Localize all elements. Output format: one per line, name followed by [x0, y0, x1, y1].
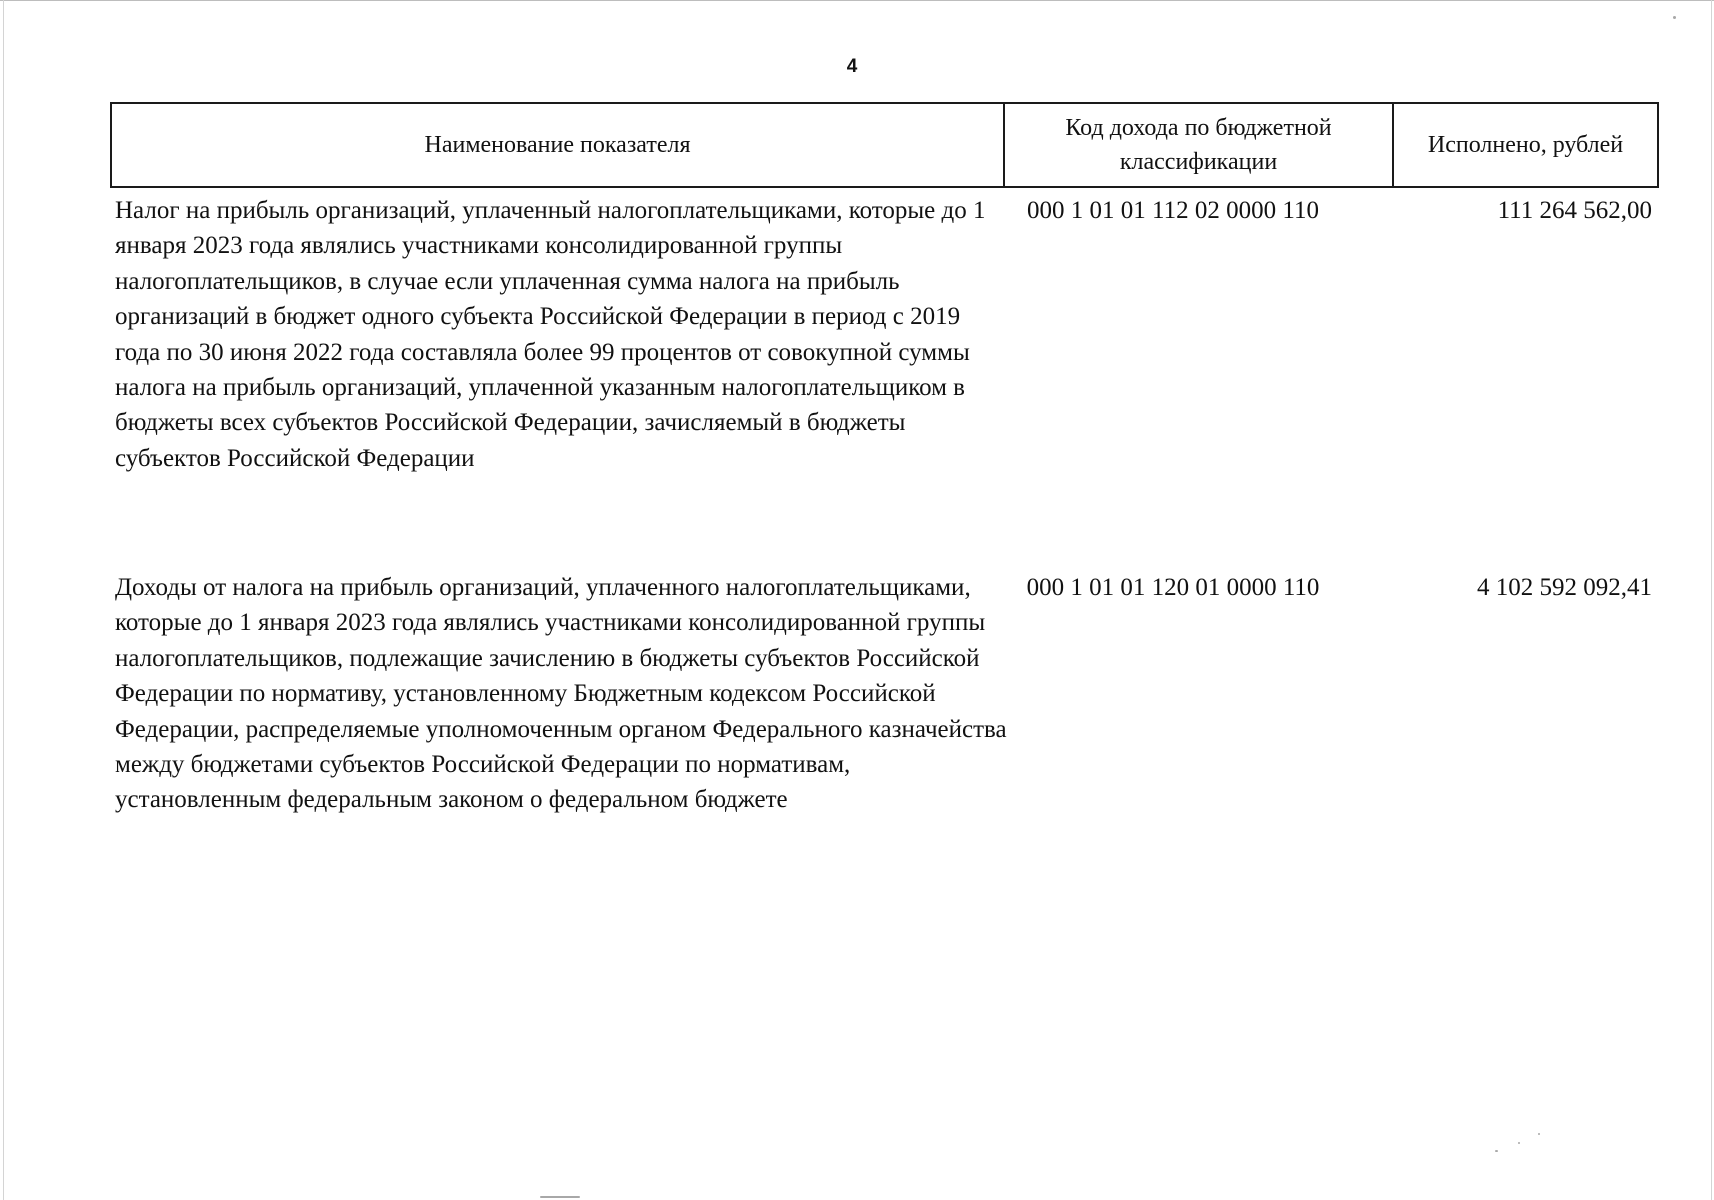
row-name: Доходы от налога на прибыль организаций, уплаченного налогоплательщиками, которые до 1 января 2023 года являлись участниками консолидированной группы налогоплательщиков, подлежащие зачислению в бюджеты субъектов Российской Федерации по нормативу, установленному Бюджетным кодексом Российской Федерации, распределяемые уполномоченным органом Федерального казначейства между бюджетами субъектов Российской Федерации по нормативам, установленным федеральным законом о федеральном бюджете: [115, 574, 1007, 814]
page-number: 4: [846, 56, 858, 77]
scan-speck: [1673, 16, 1676, 19]
scan-speck: [1518, 1142, 1520, 1144]
header-amount: Исполнено, рублей: [1393, 103, 1658, 187]
scan-speck: [1538, 1133, 1540, 1135]
scan-speck: [540, 1196, 580, 1198]
row-code: 000 1 01 01 112 02 0000 110: [1027, 197, 1319, 224]
scan-speck: [1495, 1150, 1498, 1152]
header-code: Код дохода по бюджетной классификации: [1004, 103, 1393, 187]
row-name: Налог на прибыль организаций, уплаченный налогоплательщиками, которые до 1 января 2023 года являлись участниками консолидированной группы налогоплательщиков, в случае если уплаченная сумма налога на прибыль организаций в бюджет одного субъекта Российской Федерации в период с 2019 года по 30 июня 2022 года составляла более 99 процентов от совокупной суммы налога на прибыль организаций, уплаченной указанным налогоплательщиком в бюджеты всех субъектов Российской Федерации, зачисляемый в бюджеты субъектов Российской Федерации: [115, 197, 986, 472]
header-row: [111, 103, 1658, 187]
row-code: 000 1 01 01 120 01 0000 110: [1026, 574, 1320, 601]
header-name: Наименование показателя: [111, 103, 1004, 187]
scan-edge-left: [3, 0, 4, 1200]
table-header: [110, 102, 1659, 188]
scan-edge-right: [1711, 0, 1712, 1200]
scan-edge-top: [0, 0, 1714, 1]
row-amount: 111 264 562,00: [1497, 197, 1652, 224]
row-amount: 4 102 592 092,41: [1477, 574, 1652, 601]
